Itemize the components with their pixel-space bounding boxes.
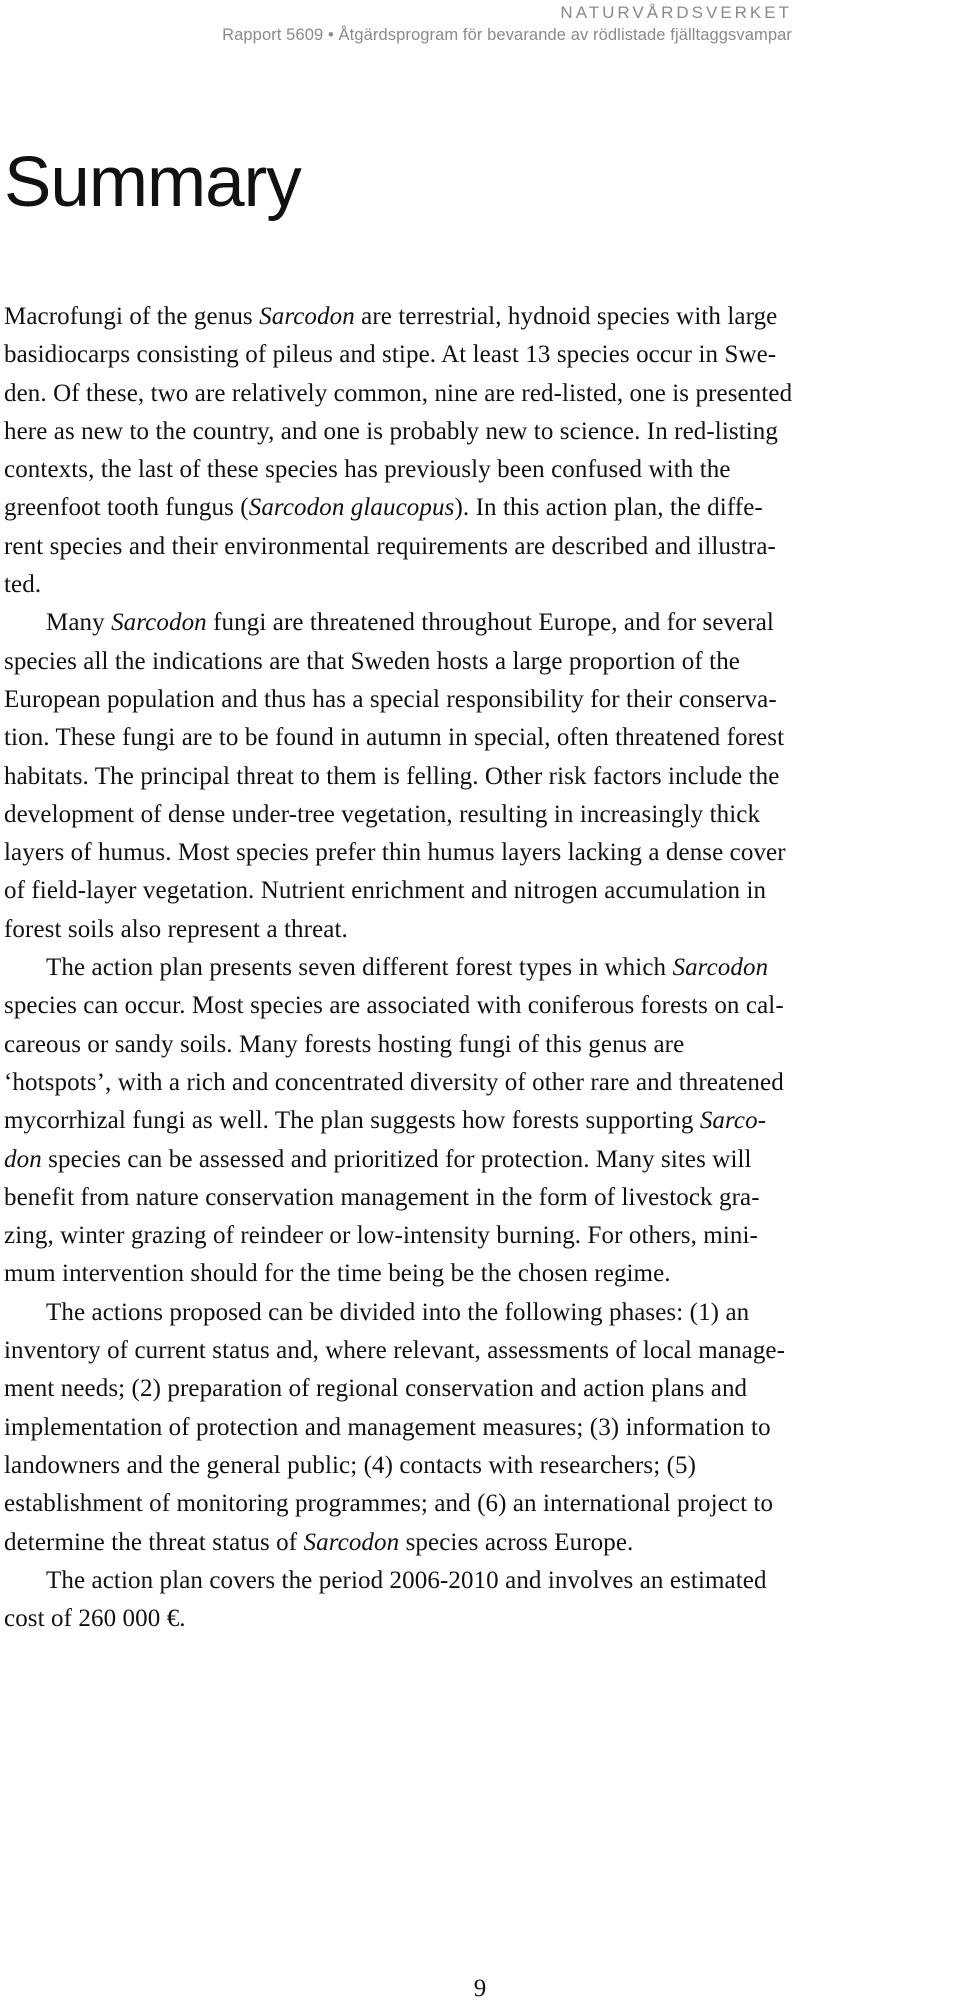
body-paragraph: The action plan presents seven different forest types in which Sarcodon species can occur. Most species are associated with coniferous forests on cal- careous or sandy soils. Many forests hosting fungi of this genus are ‘hotspots’, with a rich and concentrated diversity of other rare and threatened mycorrhizal fungi as well. The plan suggests how forests supporting Sarco- don species can be assessed and prioritized for protection. Many sites will benefit from nature conservation management in the form of livestock gra- zing, winter grazing of reindeer or low-intensity burning. For others, mini- mum intervention should for the time being be the chosen regime. [4, 954, 784, 1288]
summary-body [4, 298, 960, 1638]
running-header [222, 2, 792, 46]
italic-species-name: Sarcodon [303, 1528, 400, 1556]
italic-species-name: Sarcodon [259, 303, 355, 330]
body-paragraph: Many Sarcodon fungi are threatened throughout Europe, and for several species all the indications are that Sweden hosts a large proportion of the European population and thus has a special responsibility for their conserva- tion. These fungi are to be found in autumn in special, often threatened forest habitats. The principal threat to them is felling. Other risk factors include the development of dense under-tree vegetation, resulting in increasingly thick layers of humus. Most species prefer thin humus layers lacking a dense cover of field-layer vegetation. Nutrient enrichment and nitrogen accumulation in forest soils also represent a threat. [4, 609, 786, 943]
report-line: Rapport 5609 • Åtgärdsprogram för bevarande av rödlistade fjälltaggsvampar [222, 26, 792, 44]
body-paragraph: The action plan covers the period 2006-2010 and involves an estimated cost of 260 000 €. [4, 1566, 767, 1633]
italic-species-name: Sarcodon glaucopus [248, 494, 455, 522]
page-title: Summary [4, 143, 301, 222]
italic-species-name: Sarcodon [111, 609, 207, 637]
body-paragraph: The actions proposed can be divided into the following phases: (1) an inventory of current status and, where relevant, assessments of local manage- ment needs; (2) preparation of regional conservation and action plans and implementation of protection and management measures; (3) information to landowners and the general public; (4) contacts with researchers; (5) establishment of monitoring programmes; and (6) an international project to determine the threat status of Sarcodon species across Europe. [4, 1298, 786, 1556]
body-paragraph: Macrofungi of the genus Sarcodon are terrestrial, hydnoid species with large basidiocarps consisting of pileus and stipe. At least 13 species occur in Swe- den. Of these, two are relatively common, nine are red-listed, one is presented here as new to the country, and one is probably new to science. In red-listing contexts, the last of these species has previously been confused with the greenfoot tooth fungus (Sarcodon glaucopus). In this action plan, the diffe- rent species and their environmental requirements are described and illustra- ted. [4, 303, 793, 599]
organization-name: NATURVÅRDSVERKET [560, 3, 792, 22]
italic-species-name: Sarco- [699, 1107, 767, 1135]
italic-species-name: Sarcodon [672, 954, 769, 982]
page-number: 9 [473, 1975, 487, 2002]
italic-species-name: don [4, 1145, 42, 1173]
